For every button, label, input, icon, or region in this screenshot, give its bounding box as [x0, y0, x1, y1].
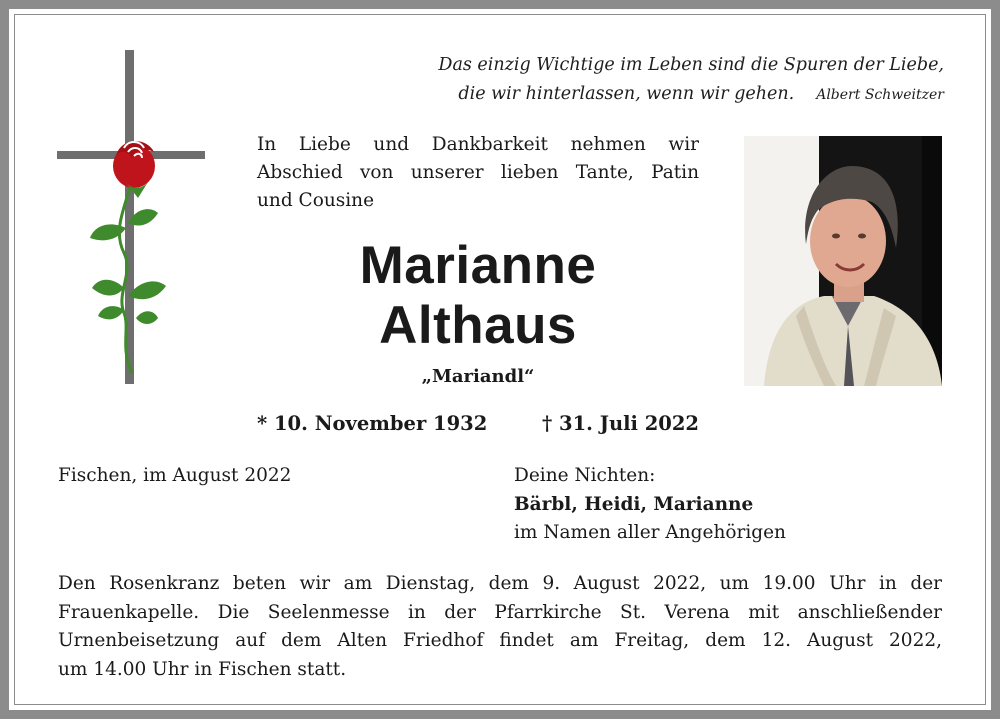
family-heading: Deine Nichten:: [514, 465, 656, 486]
last-name: Althaus: [379, 296, 577, 355]
birth-date: * 10. November 1932: [257, 412, 488, 435]
death-date: † 31. Juli 2022: [542, 412, 699, 435]
family-block: [514, 462, 786, 548]
service-line-2: Frauenkapelle. Die Seelenmesse in der Pfarrkirche St. Verena mit anschließender: [58, 601, 942, 623]
nickname: „Mariandl“: [421, 366, 535, 387]
quote: [380, 51, 944, 110]
intro-text: [257, 131, 699, 215]
service-line-4: um 14.00 Uhr in Fischen statt.: [58, 658, 347, 680]
service-line-3: Urnenbeisetzung auf dem Alten Friedhof findet am Freitag, dem 12. August 2022,: [58, 630, 942, 651]
first-name: Marianne: [359, 236, 597, 295]
cross-with-rose-icon: [54, 48, 209, 388]
intro-line-3: und Cousine: [257, 190, 375, 211]
quote-line-2-text: die wir hinterlassen, wenn wir gehen.: [458, 84, 795, 104]
quote-author: Albert Schweitzer: [816, 87, 944, 103]
quote-line-2: [380, 80, 944, 110]
service-info: [58, 570, 942, 684]
intro-line-1: In Liebe und Dankbarkeit nehmen wir: [257, 134, 699, 155]
deceased-name: [258, 236, 698, 356]
quote-line-1: Das einzig Wichtige im Leben sind die Spuren der Liebe,: [438, 55, 944, 75]
family-names: Bärbl, Heidi, Marianne: [514, 493, 754, 515]
family-footer: im Namen aller Angehörigen: [514, 522, 786, 543]
intro-line-2: Abschied von unserer lieben Tante, Patin: [257, 162, 699, 183]
portrait-photo: [744, 136, 942, 386]
service-line-1: Den Rosenkranz beten wir am Dienstag, dem 9. August 2022, um 19.00 Uhr in der: [58, 573, 942, 594]
place-date: Fischen, im August 2022: [58, 465, 292, 486]
